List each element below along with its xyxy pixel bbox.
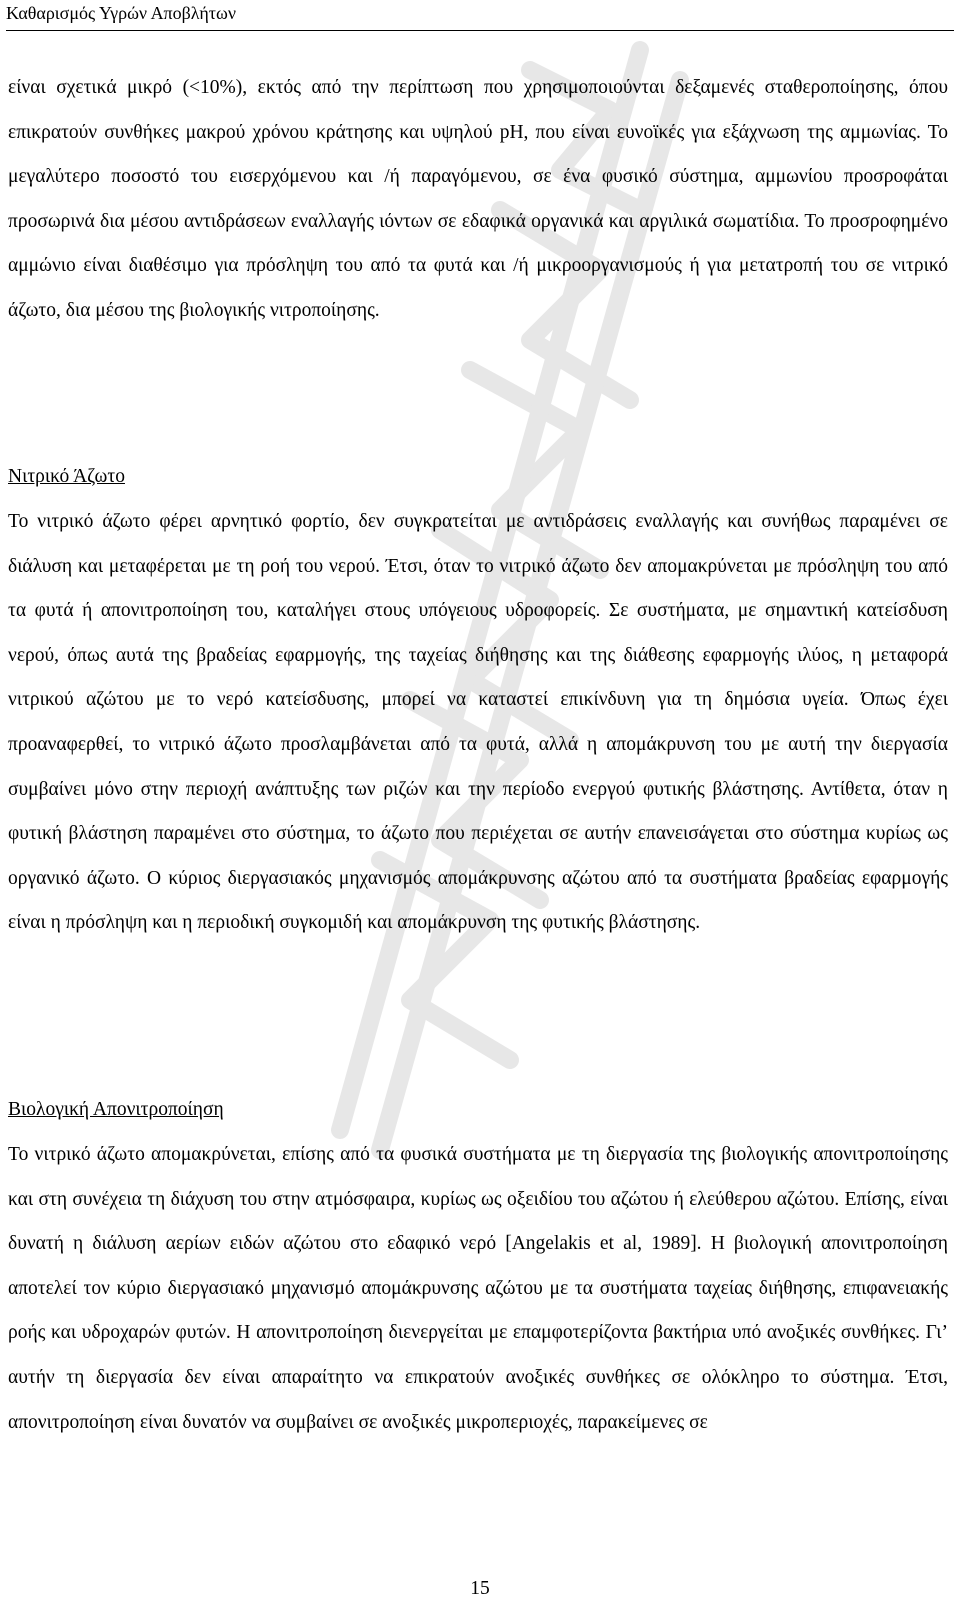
running-header: Καθαρισμός Υγρών Αποβλήτων xyxy=(6,3,237,23)
paragraph-nitrate-nitrogen: Το νιτρικό άζωτο φέρει αρνητικό φορτίο, δεν συγκρατείται με αντιδράσεις εναλλαγής και συνήθως παραμένει σε διάλυση και μεταφέρεται με τη ροή του νερού. Έτσι, όταν το νιτρικό άζωτο δεν απομακρύνεται με πρόσληψη του από τα φυτά ή απονιτροποίηση του, καταλήγει στους υπόγειους υδροφορείς. Σε συστήματα, με σημαντική κατείσδυση νερού, όπως αυτά της βραδείας εφαρμογής, της ταχείας διήθησης και της διάθεσης εφαρμογής ιλύος, η μεταφορά νιτρικού αζώτου με το νερό κατείσδυσης, μπορεί να καταστεί επικίνδυνη για τη δημόσια υγεία. Όπως έχει προαναφερθεί, το νιτρικό άζωτο προσλαμβάνεται από τα φυτά, αλλά η απομάκρυνση του με αυτή την διεργασία συμβαίνει μόνο στην περιοχή ανάπτυξης των ριζών και την περίοδο ενεργού φυτικής βλάστησης. Αντίθετα, όταν η φυτική βλάστηση παραμένει στο σύστημα, το άζωτο που περιέχεται σε αυτήν επανεισάγεται στο σύστημα κυρίως ως οργανικό άζωτο. Ο κύριος διεργασιακός μηχανισμός απομάκρυνσης αζώτου από τα συστήματα βραδείας εφαρμογής είναι η πρόσληψη και η περιοδική συγκομιδή και απομάκρυνση της φυτικής βλάστησης. xyxy=(8,511,948,934)
header-divider xyxy=(6,30,954,31)
paragraph-biological-denitrification: Το νιτρικό άζωτο απομακρύνεται, επίσης από τα φυσικά συστήματα με τη διεργασία της βιολογικής απονιτροποίησης και στη συνέχεια τη διάχυση του στην ατμόσφαιρα, κυρίως ως οξειδίου του αζώτου ή ελεύθερου αζώτου. Επίσης, είναι δυνατή η διάλυση αερίων ειδών αζώτου στο εδαφικό νερό [Angelakis et al, 1989]. Η βιολογική απονιτροποίηση αποτελεί τον κύριο διεργασιακό μηχανισμό απομάκρυνσης αζώτου με τα συστήματα ταχείας διήθησης, επιφανειακής ροής και υδροχαρών φυτών. Η απονιτροποίηση διενεργείται με επαμφοτερίζοντα βακτήρια υπό ανοξικές συνθήκες. Γι’ αυτήν τη διεργασία δεν είναι απαραίτητο να επικρατούν ανοξικές συνθήκες σε ολόκληρο το σύστημα. Έτσι, απονιτροποίηση είναι δυνατόν να συμβαίνει σε ανοξικές μικροπεριοχές, παρακείμενες σε xyxy=(8,1144,948,1433)
heading-biological-denitrification: Βιολογική Απονιτροποίηση xyxy=(8,1099,224,1120)
paragraph-ammonium: είναι σχετικά μικρό (<10%), εκτός από την περίπτωση που χρησιμοποιούνται δεξαμενές σταθεροποίησης, όπου επικρατούν συνθήκες μακρού χρόνου κράτησης και υψηλού pH, που είναι ευνοϊκές για εξάχνωση της αμμωνίας. Το μεγαλύτερο ποσοστό του εισερχόμενου και /ή παραγόμενου, σε ένα φυσικό σύστημα, αμμωνίου προσροφάται προσωρινά δια μέσου αντιδράσεων εναλλαγής ιόντων σε εδαφικά οργανικά και αργιλικά σωματίδια. Το προσροφημένο αμμώνιο είναι διαθέσιμο για πρόσληψη του από τα φυτά και /ή μικροοργανισμούς ή για μετατροπή του σε νιτρικό άζωτο, δια μέσου της βιολογικής νιτροποίησης. xyxy=(8,77,948,321)
page-number: 15 xyxy=(470,1578,490,1599)
heading-nitrate-nitrogen: Νιτρικό Άζωτο xyxy=(8,466,125,487)
